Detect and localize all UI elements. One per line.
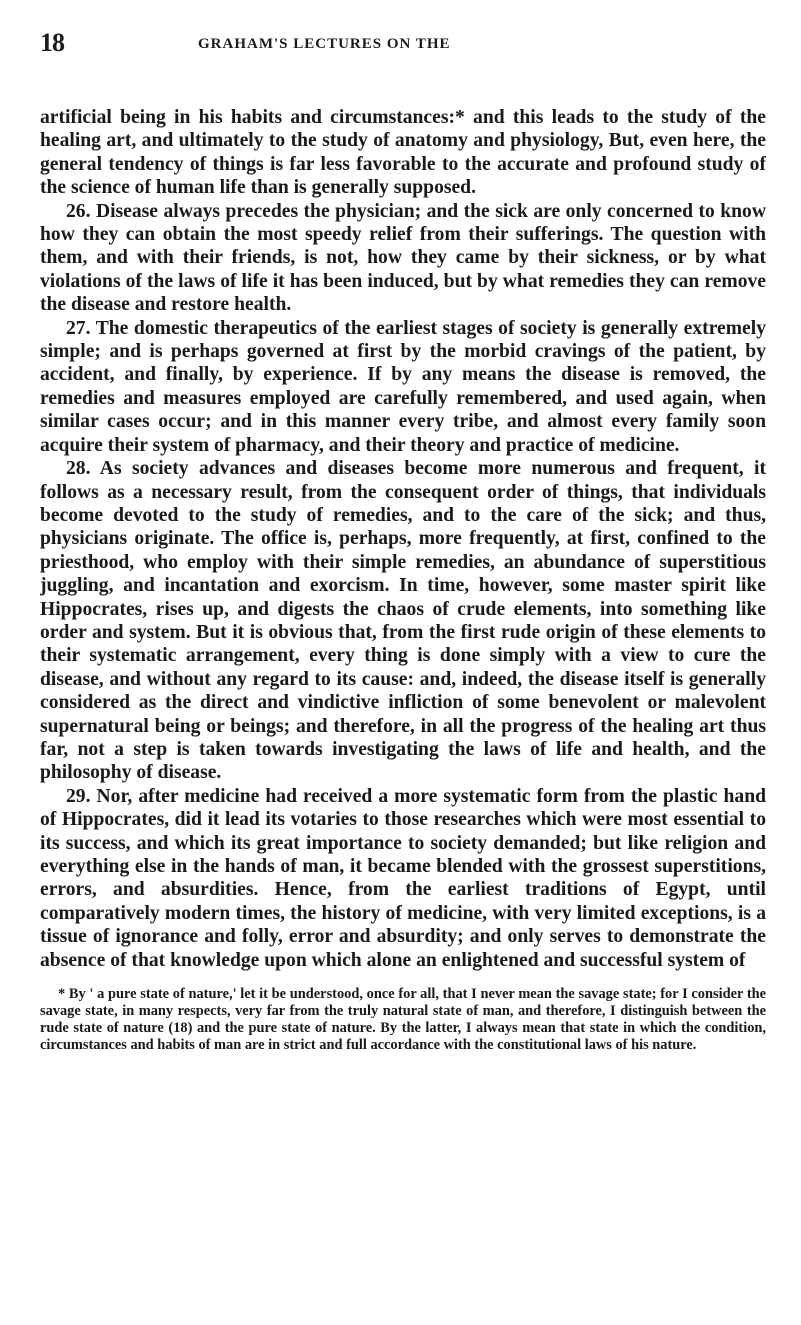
paragraph-27: 27. The domestic therapeutics of the earliest stages of society is generally extremely simple; and is perhaps governed at first by the morbid cravings of the patient, by accident, and finally, by experience. If by any means the disease is removed, the remedies and measures employed are carefully remembered, and used again, when similar cases occur; and in this manner every tribe, and almost every family soon acquire their system of pharmacy, and their theory and practice of medicine. [40, 317, 766, 456]
paragraph-26: 26. Disease always precedes the physician; and the sick are only concerned to know how they can obtain the most speedy relief from their sufferings. The question with them, and with their friends, is not, how they came by their sickness, or by what violations of the laws of life it has been induced, but by what remedies they can remove the disease and restore health. [40, 200, 766, 316]
running-head [40, 26, 766, 60]
paragraph-29: 29. Nor, after medicine had received a more systematic form from the plastic hand of Hippocrates, did it lead its votaries to those researches which were most essential to its success, and which its great importance to society demanded; but like religion and everything else in the hands of man, it became blended with the grossest superstitions, errors, and absurdities. Hence, from the earliest traditions of Egypt, until comparatively modern times, the history of medicine, with very limited exceptions, is a tissue of ignorance and folly, error and absurdity; and only serves to demonstrate the absence of that knowledge upon which alone an enlightened and successful system of [40, 785, 766, 971]
book-page [40, 26, 766, 1306]
paragraph-28: 28. As society advances and diseases become more numerous and frequent, it follows as a necessary result, from the consequent order of things, that individuals become devoted to the study of remedies, and to the care of the sick; and thus, physicians originate. The office is, perhaps, more frequently, at first, confined to the priesthood, who employ with their simple remedies, an abundance of superstitious juggling, and incantation and exorcism. In time, however, some master spirit like Hippocrates, rises up, and digests the chaos of crude elements, into something like order and system. But it is obvious that, from the first rude origin of these elements to their systematic arrangement, every thing is done simply with a view to cure the disease, and without any regard to its cause: and, indeed, the disease itself is generally considered as the direct and vindictive infliction of some benevolent or malevolent supernatural being or beings; and therefore, in all the progress of the healing art thus far, not a step is taken towards investigating the laws of life and health, and the philosophy of disease. [40, 458, 766, 784]
page-number: 18 [40, 28, 64, 57]
running-head-title: GRAHAM'S LECTURES ON THE [198, 36, 451, 52]
body-text [40, 106, 766, 972]
paragraph-continued: artificial being in his habits and circumstances:* and this leads to the study of the healing art, and ultimately to the study of anatomy and physiology, But, even here, the general tendency of things is far less favorable to the accurate and profound study of the science of human life than is generally supposed. [40, 107, 766, 199]
footnote: * By ' a pure state of nature,' let it be understood, once for all, that I never mean the savage state; for I consider the savage state, in many respects, very far from the truly natural state of man, and therefore, I distinguish between the rude state of nature (18) and the pure state of nature. By the latter, I always mean that state in which the condition, circumstances and habits of man are in strict and full accordance with the constitutional laws of his nature. [40, 986, 766, 1054]
